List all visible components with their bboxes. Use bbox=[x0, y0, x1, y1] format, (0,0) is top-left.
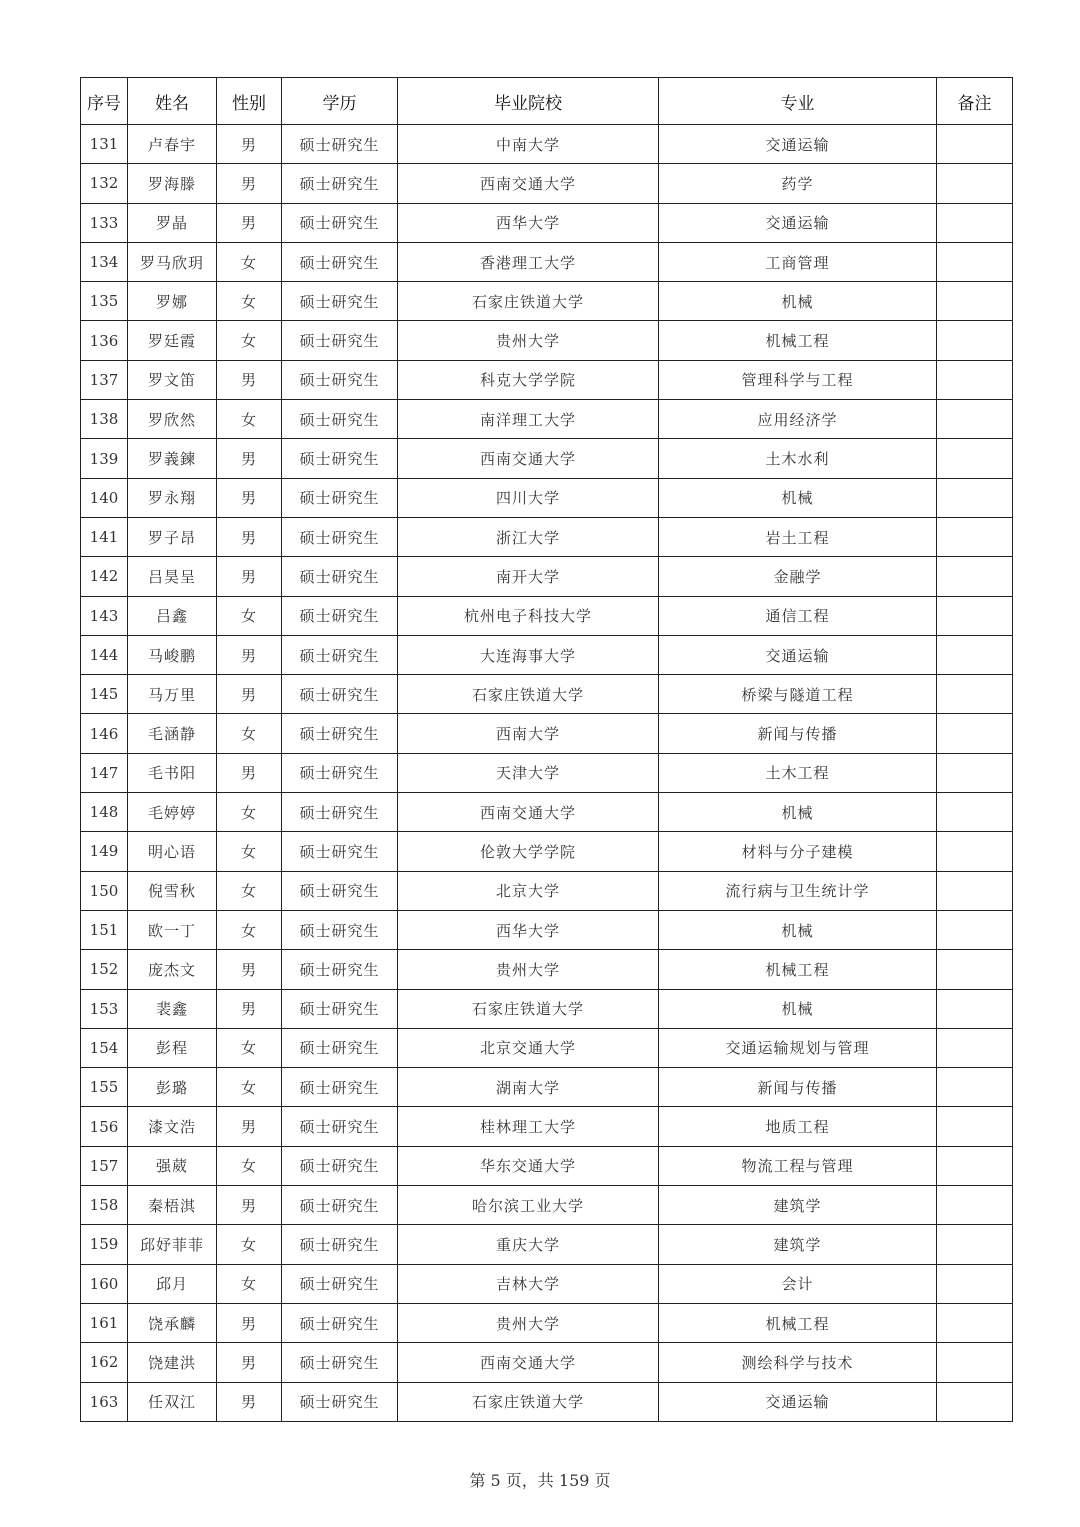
table-row bbox=[81, 635, 1013, 674]
table-row bbox=[81, 714, 1013, 753]
cell-school: 重庆大学 bbox=[398, 1225, 659, 1264]
cell-gender: 男 bbox=[217, 164, 282, 203]
cell-education: 硕士研究生 bbox=[282, 910, 398, 949]
cell-education: 硕士研究生 bbox=[282, 832, 398, 871]
cell-school: 西华大学 bbox=[398, 910, 659, 949]
cell-gender: 女 bbox=[217, 242, 282, 281]
cell-remarks bbox=[937, 596, 1013, 635]
cell-remarks bbox=[937, 832, 1013, 871]
cell-remarks bbox=[937, 242, 1013, 281]
cell-education: 硕士研究生 bbox=[282, 1028, 398, 1067]
cell-serial: 156 bbox=[81, 1107, 128, 1146]
cell-remarks bbox=[937, 439, 1013, 478]
cell-serial: 155 bbox=[81, 1068, 128, 1107]
cell-serial: 137 bbox=[81, 360, 128, 399]
table-row bbox=[81, 164, 1013, 203]
cell-major: 新闻与传播 bbox=[659, 714, 937, 753]
cell-serial: 157 bbox=[81, 1146, 128, 1185]
cell-remarks bbox=[937, 989, 1013, 1028]
cell-school: 贵州大学 bbox=[398, 1303, 659, 1342]
cell-education: 硕士研究生 bbox=[282, 360, 398, 399]
cell-remarks bbox=[937, 1225, 1013, 1264]
cell-serial: 161 bbox=[81, 1303, 128, 1342]
cell-major: 机械 bbox=[659, 478, 937, 517]
cell-name: 罗永翔 bbox=[128, 478, 217, 517]
cell-remarks bbox=[937, 910, 1013, 949]
cell-school: 杭州电子科技大学 bbox=[398, 596, 659, 635]
cell-education: 硕士研究生 bbox=[282, 989, 398, 1028]
cell-name: 彭程 bbox=[128, 1028, 217, 1067]
cell-remarks bbox=[937, 321, 1013, 360]
table-row bbox=[81, 242, 1013, 281]
cell-gender: 女 bbox=[217, 793, 282, 832]
cell-education: 硕士研究生 bbox=[282, 1068, 398, 1107]
table-row bbox=[81, 517, 1013, 556]
cell-gender: 男 bbox=[217, 635, 282, 674]
cell-education: 硕士研究生 bbox=[282, 125, 398, 164]
cell-remarks bbox=[937, 125, 1013, 164]
cell-gender: 男 bbox=[217, 675, 282, 714]
cell-gender: 女 bbox=[217, 1068, 282, 1107]
cell-school: 石家庄铁道大学 bbox=[398, 1382, 659, 1421]
cell-remarks bbox=[937, 1264, 1013, 1303]
cell-remarks bbox=[937, 1382, 1013, 1421]
table-row bbox=[81, 832, 1013, 871]
table-row bbox=[81, 675, 1013, 714]
cell-gender: 女 bbox=[217, 400, 282, 439]
cell-major: 通信工程 bbox=[659, 596, 937, 635]
cell-school: 石家庄铁道大学 bbox=[398, 282, 659, 321]
cell-remarks bbox=[937, 400, 1013, 439]
cell-serial: 148 bbox=[81, 793, 128, 832]
cell-serial: 142 bbox=[81, 557, 128, 596]
cell-major: 测绘科学与技术 bbox=[659, 1343, 937, 1382]
cell-name: 饶建洪 bbox=[128, 1343, 217, 1382]
table-row bbox=[81, 950, 1013, 989]
cell-name: 罗海滕 bbox=[128, 164, 217, 203]
cell-school: 浙江大学 bbox=[398, 517, 659, 556]
cell-major: 机械工程 bbox=[659, 950, 937, 989]
cell-gender: 女 bbox=[217, 1225, 282, 1264]
table-row bbox=[81, 1028, 1013, 1067]
cell-school: 石家庄铁道大学 bbox=[398, 675, 659, 714]
cell-education: 硕士研究生 bbox=[282, 675, 398, 714]
cell-gender: 女 bbox=[217, 832, 282, 871]
cell-gender: 男 bbox=[217, 1186, 282, 1225]
cell-serial: 151 bbox=[81, 910, 128, 949]
cell-major: 交通运输 bbox=[659, 203, 937, 242]
table-row bbox=[81, 439, 1013, 478]
cell-name: 彭璐 bbox=[128, 1068, 217, 1107]
cell-school: 西南交通大学 bbox=[398, 793, 659, 832]
cell-major: 地质工程 bbox=[659, 1107, 937, 1146]
cell-school: 南洋理工大学 bbox=[398, 400, 659, 439]
cell-major: 机械 bbox=[659, 282, 937, 321]
cell-major: 交通运输 bbox=[659, 1382, 937, 1421]
cell-major: 材料与分子建模 bbox=[659, 832, 937, 871]
cell-name: 倪雪秋 bbox=[128, 871, 217, 910]
cell-name: 饶承麟 bbox=[128, 1303, 217, 1342]
cell-school: 西南交通大学 bbox=[398, 1343, 659, 1382]
table-row bbox=[81, 910, 1013, 949]
cell-school: 西南交通大学 bbox=[398, 439, 659, 478]
cell-remarks bbox=[937, 557, 1013, 596]
cell-serial: 159 bbox=[81, 1225, 128, 1264]
cell-education: 硕士研究生 bbox=[282, 1225, 398, 1264]
cell-name: 强葳 bbox=[128, 1146, 217, 1185]
cell-serial: 144 bbox=[81, 635, 128, 674]
cell-name: 罗马欣玥 bbox=[128, 242, 217, 281]
cell-remarks bbox=[937, 1303, 1013, 1342]
cell-education: 硕士研究生 bbox=[282, 1264, 398, 1303]
cell-gender: 男 bbox=[217, 557, 282, 596]
cell-gender: 女 bbox=[217, 714, 282, 753]
cell-serial: 138 bbox=[81, 400, 128, 439]
cell-gender: 男 bbox=[217, 203, 282, 242]
table-row bbox=[81, 753, 1013, 792]
cell-name: 马万里 bbox=[128, 675, 217, 714]
table-row bbox=[81, 1225, 1013, 1264]
cell-school: 北京大学 bbox=[398, 871, 659, 910]
cell-gender: 男 bbox=[217, 1303, 282, 1342]
cell-education: 硕士研究生 bbox=[282, 950, 398, 989]
cell-gender: 女 bbox=[217, 321, 282, 360]
cell-major: 金融学 bbox=[659, 557, 937, 596]
cell-gender: 男 bbox=[217, 1382, 282, 1421]
cell-serial: 136 bbox=[81, 321, 128, 360]
cell-name: 庞杰文 bbox=[128, 950, 217, 989]
cell-education: 硕士研究生 bbox=[282, 1107, 398, 1146]
cell-school: 四川大学 bbox=[398, 478, 659, 517]
cell-name: 罗廷霞 bbox=[128, 321, 217, 360]
table-row bbox=[81, 1146, 1013, 1185]
cell-gender: 男 bbox=[217, 1107, 282, 1146]
cell-education: 硕士研究生 bbox=[282, 635, 398, 674]
cell-major: 建筑学 bbox=[659, 1225, 937, 1264]
cell-serial: 150 bbox=[81, 871, 128, 910]
cell-serial: 146 bbox=[81, 714, 128, 753]
table-row bbox=[81, 478, 1013, 517]
table-row bbox=[81, 1186, 1013, 1225]
cell-school: 大连海事大学 bbox=[398, 635, 659, 674]
cell-remarks bbox=[937, 517, 1013, 556]
cell-education: 硕士研究生 bbox=[282, 714, 398, 753]
cell-name: 任双江 bbox=[128, 1382, 217, 1421]
header-school: 毕业院校 bbox=[398, 78, 659, 125]
cell-education: 硕士研究生 bbox=[282, 164, 398, 203]
cell-name: 毛婷婷 bbox=[128, 793, 217, 832]
table-body bbox=[81, 125, 1013, 1422]
cell-remarks bbox=[937, 478, 1013, 517]
cell-education: 硕士研究生 bbox=[282, 1186, 398, 1225]
cell-remarks bbox=[937, 1068, 1013, 1107]
cell-remarks bbox=[937, 1028, 1013, 1067]
cell-name: 罗文笛 bbox=[128, 360, 217, 399]
cell-major: 流行病与卫生统计学 bbox=[659, 871, 937, 910]
cell-gender: 男 bbox=[217, 753, 282, 792]
cell-gender: 女 bbox=[217, 910, 282, 949]
cell-major: 工商管理 bbox=[659, 242, 937, 281]
cell-serial: 145 bbox=[81, 675, 128, 714]
cell-gender: 男 bbox=[217, 989, 282, 1028]
cell-major: 机械 bbox=[659, 910, 937, 949]
cell-name: 罗晶 bbox=[128, 203, 217, 242]
cell-major: 机械工程 bbox=[659, 1303, 937, 1342]
cell-serial: 154 bbox=[81, 1028, 128, 1067]
cell-remarks bbox=[937, 871, 1013, 910]
cell-school: 贵州大学 bbox=[398, 950, 659, 989]
cell-education: 硕士研究生 bbox=[282, 1382, 398, 1421]
cell-school: 西南大学 bbox=[398, 714, 659, 753]
cell-remarks bbox=[937, 1107, 1013, 1146]
cell-serial: 152 bbox=[81, 950, 128, 989]
cell-name: 马峻鹏 bbox=[128, 635, 217, 674]
cell-serial: 131 bbox=[81, 125, 128, 164]
cell-remarks bbox=[937, 950, 1013, 989]
cell-education: 硕士研究生 bbox=[282, 1343, 398, 1382]
cell-remarks bbox=[937, 1186, 1013, 1225]
cell-education: 硕士研究生 bbox=[282, 1146, 398, 1185]
cell-school: 西华大学 bbox=[398, 203, 659, 242]
cell-school: 华东交通大学 bbox=[398, 1146, 659, 1185]
cell-name: 裴鑫 bbox=[128, 989, 217, 1028]
cell-school: 桂林理工大学 bbox=[398, 1107, 659, 1146]
roster-table bbox=[80, 77, 1013, 1422]
cell-school: 中南大学 bbox=[398, 125, 659, 164]
cell-gender: 女 bbox=[217, 596, 282, 635]
cell-remarks bbox=[937, 360, 1013, 399]
cell-serial: 163 bbox=[81, 1382, 128, 1421]
cell-school: 贵州大学 bbox=[398, 321, 659, 360]
cell-name: 毛涵静 bbox=[128, 714, 217, 753]
cell-education: 硕士研究生 bbox=[282, 282, 398, 321]
cell-school: 天津大学 bbox=[398, 753, 659, 792]
cell-remarks bbox=[937, 714, 1013, 753]
cell-education: 硕士研究生 bbox=[282, 517, 398, 556]
cell-serial: 147 bbox=[81, 753, 128, 792]
cell-major: 土木工程 bbox=[659, 753, 937, 792]
table-row bbox=[81, 1343, 1013, 1382]
cell-remarks bbox=[937, 1146, 1013, 1185]
cell-serial: 139 bbox=[81, 439, 128, 478]
cell-name: 明心语 bbox=[128, 832, 217, 871]
cell-major: 药学 bbox=[659, 164, 937, 203]
cell-serial: 153 bbox=[81, 989, 128, 1028]
table-row bbox=[81, 400, 1013, 439]
cell-serial: 143 bbox=[81, 596, 128, 635]
cell-education: 硕士研究生 bbox=[282, 400, 398, 439]
cell-school: 湖南大学 bbox=[398, 1068, 659, 1107]
cell-serial: 132 bbox=[81, 164, 128, 203]
header-education: 学历 bbox=[282, 78, 398, 125]
cell-education: 硕士研究生 bbox=[282, 557, 398, 596]
cell-serial: 135 bbox=[81, 282, 128, 321]
cell-serial: 134 bbox=[81, 242, 128, 281]
cell-major: 会计 bbox=[659, 1264, 937, 1303]
cell-name: 漆文浩 bbox=[128, 1107, 217, 1146]
cell-major: 岩土工程 bbox=[659, 517, 937, 556]
cell-remarks bbox=[937, 282, 1013, 321]
cell-major: 机械 bbox=[659, 793, 937, 832]
cell-major: 土木水利 bbox=[659, 439, 937, 478]
header-name: 姓名 bbox=[128, 78, 217, 125]
cell-name: 罗娜 bbox=[128, 282, 217, 321]
table-row bbox=[81, 203, 1013, 242]
table-row bbox=[81, 1264, 1013, 1303]
cell-gender: 男 bbox=[217, 125, 282, 164]
cell-education: 硕士研究生 bbox=[282, 203, 398, 242]
cell-school: 哈尔滨工业大学 bbox=[398, 1186, 659, 1225]
cell-education: 硕士研究生 bbox=[282, 871, 398, 910]
table-row bbox=[81, 557, 1013, 596]
cell-name: 欧一丁 bbox=[128, 910, 217, 949]
table-row bbox=[81, 282, 1013, 321]
cell-major: 机械工程 bbox=[659, 321, 937, 360]
cell-gender: 女 bbox=[217, 1264, 282, 1303]
cell-remarks bbox=[937, 164, 1013, 203]
cell-school: 南开大学 bbox=[398, 557, 659, 596]
cell-gender: 男 bbox=[217, 478, 282, 517]
cell-school: 西南交通大学 bbox=[398, 164, 659, 203]
page-footer: 第 5 页，共 159 页 bbox=[469, 1471, 611, 1490]
cell-gender: 男 bbox=[217, 1343, 282, 1382]
cell-gender: 男 bbox=[217, 950, 282, 989]
cell-school: 科克大学学院 bbox=[398, 360, 659, 399]
cell-serial: 158 bbox=[81, 1186, 128, 1225]
cell-major: 应用经济学 bbox=[659, 400, 937, 439]
cell-gender: 女 bbox=[217, 282, 282, 321]
cell-gender: 男 bbox=[217, 360, 282, 399]
table-row bbox=[81, 321, 1013, 360]
header-remarks: 备注 bbox=[937, 78, 1013, 125]
cell-education: 硕士研究生 bbox=[282, 596, 398, 635]
table-row bbox=[81, 125, 1013, 164]
cell-major: 桥梁与隧道工程 bbox=[659, 675, 937, 714]
table-row bbox=[81, 360, 1013, 399]
cell-name: 罗欣然 bbox=[128, 400, 217, 439]
cell-name: 吕昊呈 bbox=[128, 557, 217, 596]
cell-gender: 女 bbox=[217, 1028, 282, 1067]
table-row bbox=[81, 871, 1013, 910]
table-row bbox=[81, 596, 1013, 635]
cell-serial: 141 bbox=[81, 517, 128, 556]
cell-serial: 133 bbox=[81, 203, 128, 242]
cell-remarks bbox=[937, 793, 1013, 832]
cell-serial: 149 bbox=[81, 832, 128, 871]
cell-gender: 女 bbox=[217, 1146, 282, 1185]
header-serial: 序号 bbox=[81, 78, 128, 125]
cell-gender: 男 bbox=[217, 439, 282, 478]
cell-major: 交通运输规划与管理 bbox=[659, 1028, 937, 1067]
cell-school: 伦敦大学学院 bbox=[398, 832, 659, 871]
cell-remarks bbox=[937, 675, 1013, 714]
table-row bbox=[81, 793, 1013, 832]
cell-name: 秦梧淇 bbox=[128, 1186, 217, 1225]
cell-major: 机械 bbox=[659, 989, 937, 1028]
cell-education: 硕士研究生 bbox=[282, 753, 398, 792]
cell-remarks bbox=[937, 635, 1013, 674]
header-major: 专业 bbox=[659, 78, 937, 125]
cell-name: 邱妤菲菲 bbox=[128, 1225, 217, 1264]
cell-gender: 男 bbox=[217, 517, 282, 556]
cell-major: 管理科学与工程 bbox=[659, 360, 937, 399]
table-row bbox=[81, 989, 1013, 1028]
cell-name: 卢春宇 bbox=[128, 125, 217, 164]
cell-school: 香港理工大学 bbox=[398, 242, 659, 281]
table-row bbox=[81, 1382, 1013, 1421]
cell-education: 硕士研究生 bbox=[282, 1303, 398, 1342]
cell-education: 硕士研究生 bbox=[282, 321, 398, 360]
table-row bbox=[81, 1303, 1013, 1342]
header-gender: 性别 bbox=[217, 78, 282, 125]
table-row bbox=[81, 1068, 1013, 1107]
cell-school: 吉林大学 bbox=[398, 1264, 659, 1303]
cell-major: 新闻与传播 bbox=[659, 1068, 937, 1107]
cell-education: 硕士研究生 bbox=[282, 793, 398, 832]
cell-major: 交通运输 bbox=[659, 125, 937, 164]
cell-serial: 160 bbox=[81, 1264, 128, 1303]
table-row bbox=[81, 1107, 1013, 1146]
table-header-row bbox=[81, 78, 1013, 125]
cell-remarks bbox=[937, 1343, 1013, 1382]
cell-remarks bbox=[937, 753, 1013, 792]
cell-name: 吕鑫 bbox=[128, 596, 217, 635]
cell-education: 硕士研究生 bbox=[282, 242, 398, 281]
cell-serial: 162 bbox=[81, 1343, 128, 1382]
cell-name: 邱月 bbox=[128, 1264, 217, 1303]
cell-major: 物流工程与管理 bbox=[659, 1146, 937, 1185]
cell-name: 罗義鍊 bbox=[128, 439, 217, 478]
cell-name: 罗子昂 bbox=[128, 517, 217, 556]
cell-school: 北京交通大学 bbox=[398, 1028, 659, 1067]
cell-education: 硕士研究生 bbox=[282, 478, 398, 517]
cell-remarks bbox=[937, 203, 1013, 242]
cell-major: 建筑学 bbox=[659, 1186, 937, 1225]
cell-school: 石家庄铁道大学 bbox=[398, 989, 659, 1028]
cell-serial: 140 bbox=[81, 478, 128, 517]
cell-education: 硕士研究生 bbox=[282, 439, 398, 478]
cell-gender: 女 bbox=[217, 871, 282, 910]
cell-major: 交通运输 bbox=[659, 635, 937, 674]
cell-name: 毛书阳 bbox=[128, 753, 217, 792]
